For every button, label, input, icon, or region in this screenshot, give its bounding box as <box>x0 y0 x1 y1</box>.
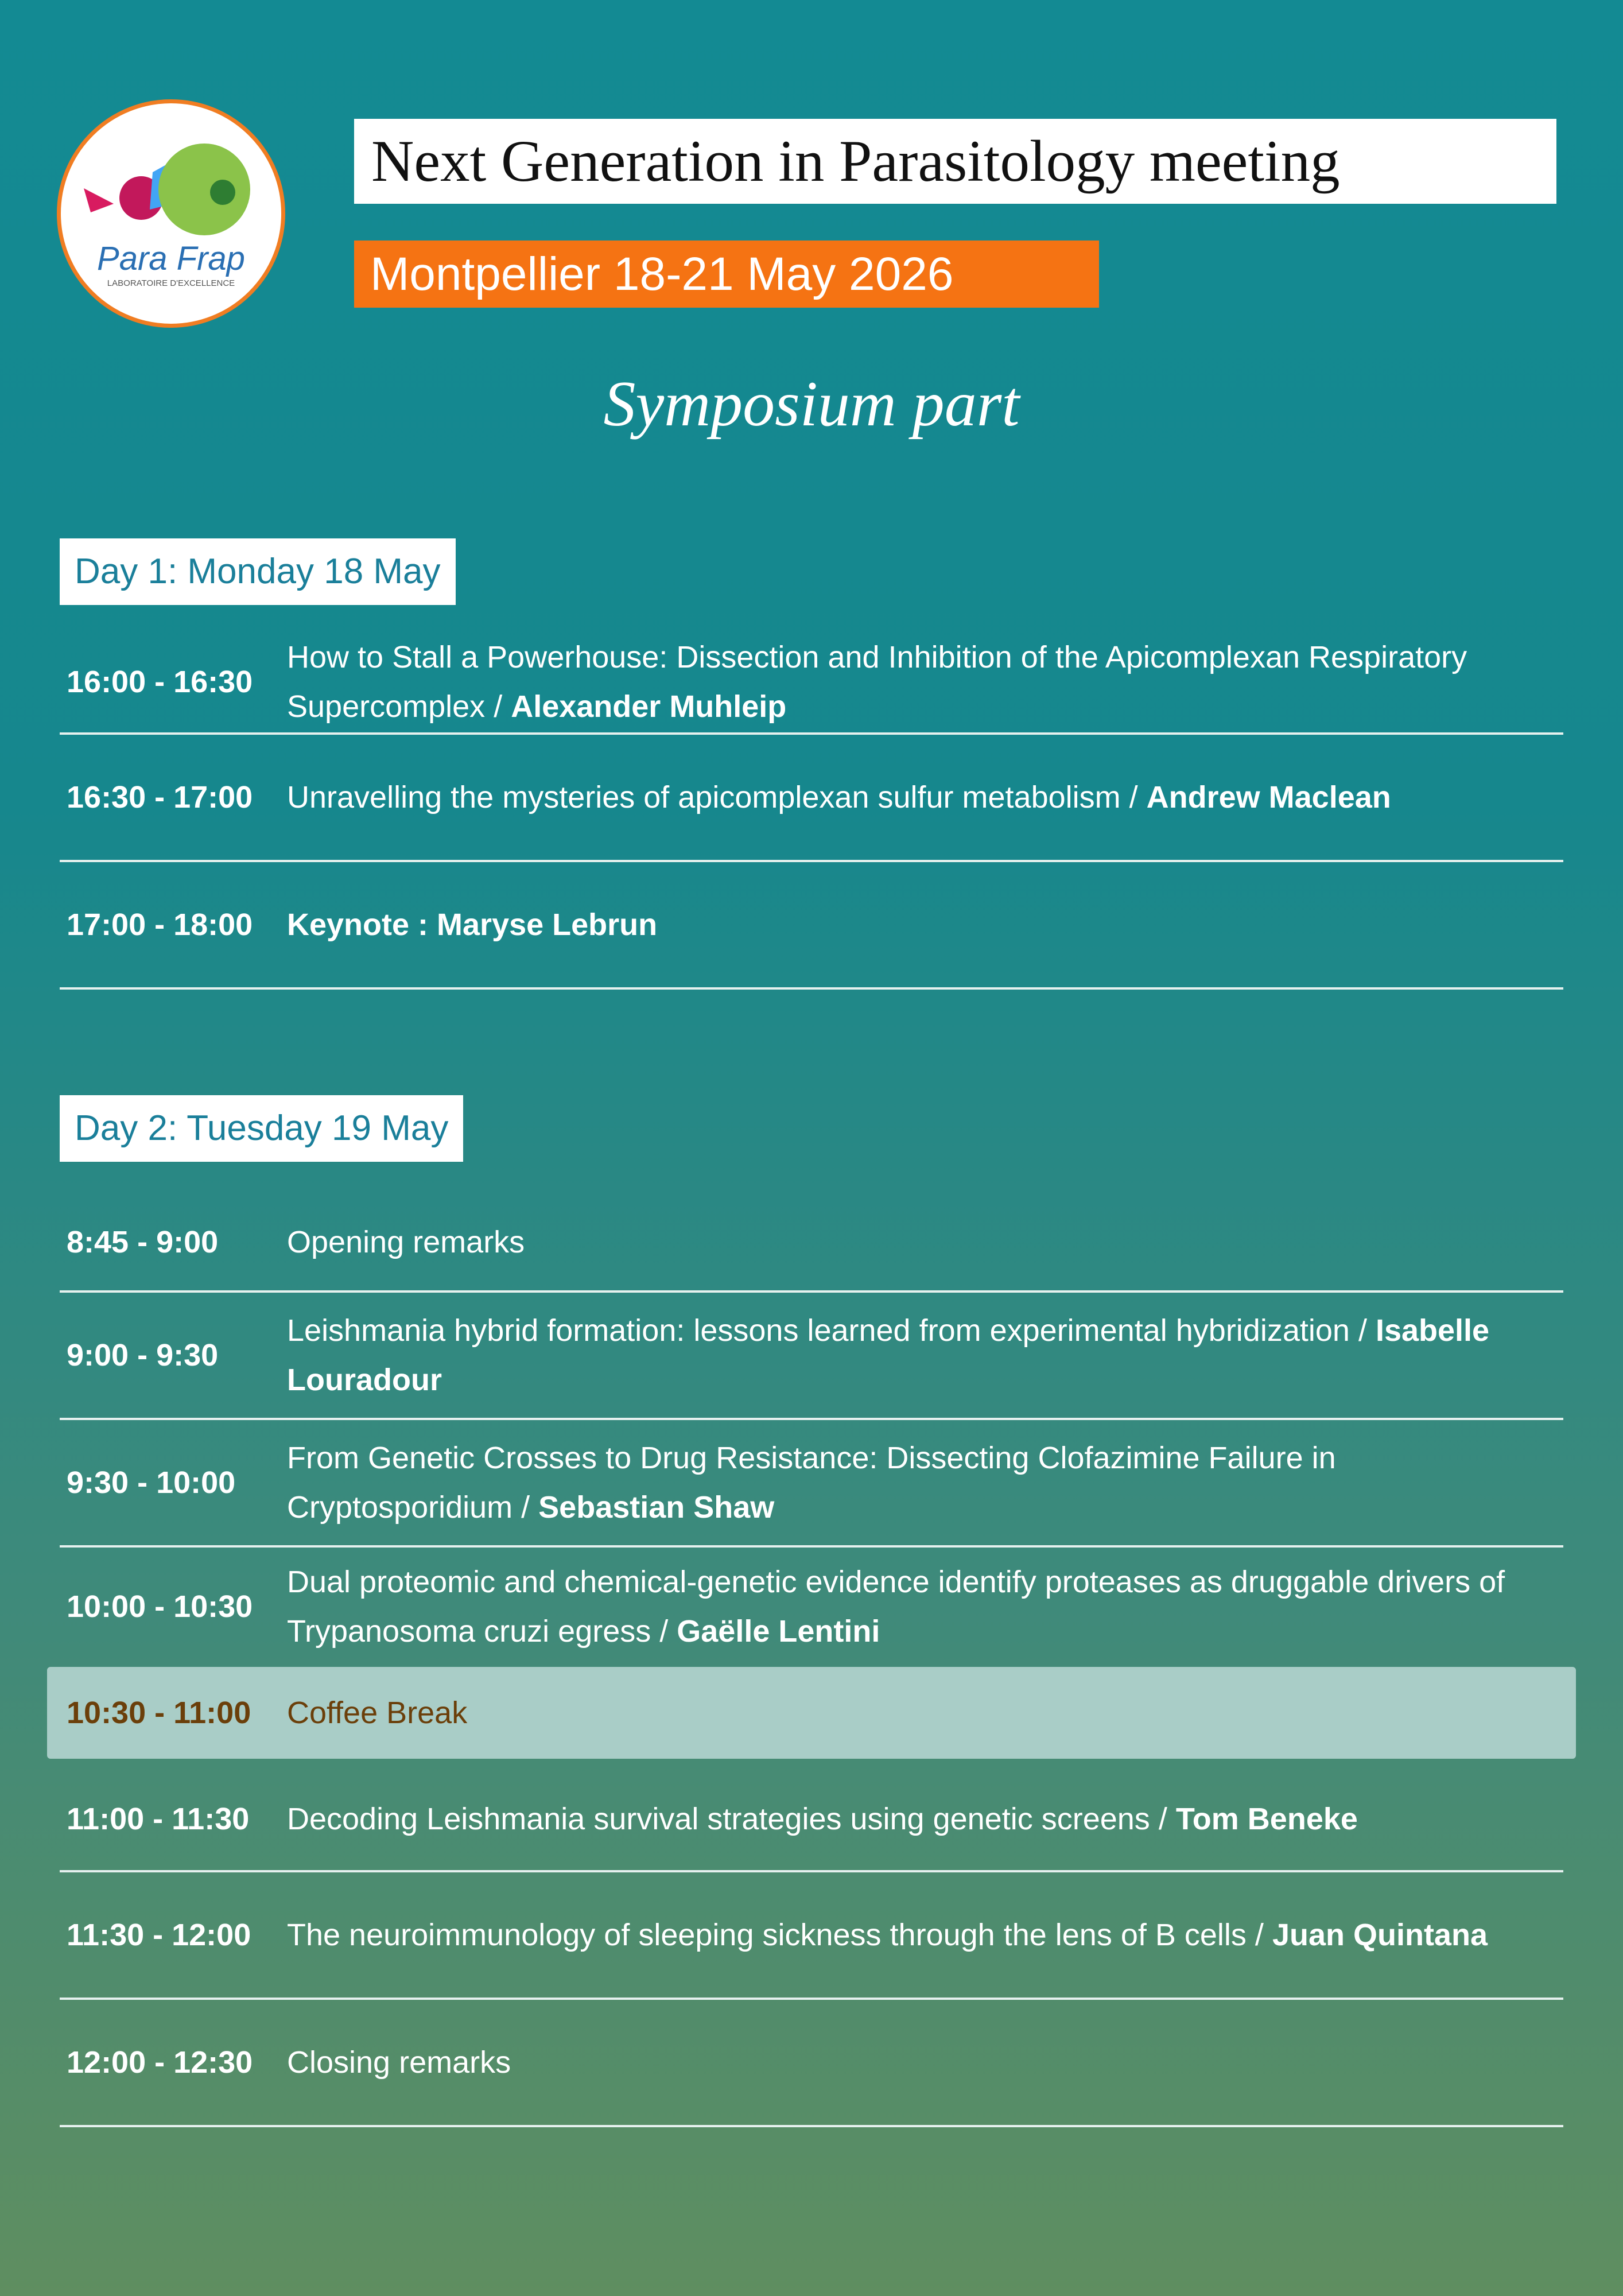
row-speaker: Sebastian Shaw <box>538 1490 775 1525</box>
logo-wordmark: Para Frap <box>97 240 245 277</box>
para-frap-logo-icon <box>61 103 281 324</box>
schedule-row <box>60 631 1563 735</box>
row-title: Coffee Break <box>287 1696 468 1730</box>
schedule-row <box>60 1548 1563 1666</box>
row-title: Closing remarks <box>287 2045 511 2080</box>
row-title: The neuroimmunology of sleeping sickness through the lens of B cells <box>287 1918 1247 1952</box>
schedule-row <box>60 1768 1563 1872</box>
row-title: Unravelling the mysteries of apicomplexan sulfur metabolism <box>287 780 1121 815</box>
row-title: From Genetic Crosses to Drug Resistance: Dissecting Clofazimine Failure in Cryptosporidium <box>287 1441 1336 1525</box>
row-speaker: Alexander Muhleip <box>511 689 787 724</box>
logo-subtext: LABORATOIRE D'EXCELLENCE <box>107 278 235 288</box>
row-separator: / <box>485 689 511 724</box>
schedule-row <box>60 862 1563 990</box>
schedule-row <box>60 1194 1563 1293</box>
day2-label: Day 2: Tuesday 19 May <box>60 1095 463 1162</box>
meeting-title: Next Generation in Parasitology meeting <box>354 119 1556 204</box>
schedule-row <box>60 1872 1563 2000</box>
row-separator: / <box>651 1614 677 1649</box>
row-speaker: Tom Beneke <box>1175 1802 1358 1836</box>
schedule-row <box>60 1420 1563 1548</box>
row-speaker: Andrew Maclean <box>1146 780 1391 815</box>
row-speaker: Gaëlle Lentini <box>677 1614 880 1649</box>
row-time: 8:45 - 9:00 <box>67 1225 219 1259</box>
coffee-break-row <box>60 1667 1563 1759</box>
day1-label: Day 1: Monday 18 May <box>60 538 456 605</box>
meeting-location-dates: Montpellier 18-21 May 2026 <box>354 241 1099 308</box>
row-time: 11:30 - 12:00 <box>67 1918 251 1952</box>
row-separator: / <box>1120 780 1147 815</box>
row-speaker: Juan Quintana <box>1272 1918 1488 1952</box>
row-separator: / <box>1349 1313 1376 1348</box>
row-title: Dual proteomic and chemical-genetic evidence identify proteases as druggable drivers of Trypanosoma cruzi egress <box>287 1565 1505 1649</box>
row-title: How to Stall a Powerhouse: Dissection and Inhibition of the Apicomplexan Respiratory Supercomplex <box>287 640 1467 724</box>
row-separator: / <box>512 1490 539 1525</box>
row-title: Opening remarks <box>287 1225 525 1259</box>
row-time: 10:30 - 11:00 <box>67 1696 251 1730</box>
row-title: Leishmania hybrid formation: lessons learned from experimental hybridization <box>287 1313 1350 1348</box>
schedule-row <box>60 735 1563 862</box>
row-speaker: Isabelle Louradour <box>287 1313 1490 1397</box>
row-time: 9:30 - 10:00 <box>67 1465 236 1500</box>
schedule-row <box>60 2000 1563 2127</box>
row-separator: / <box>1246 1918 1272 1952</box>
row-time: 12:00 - 12:30 <box>67 2045 253 2080</box>
row-keynote: Keynote : Maryse Lebrun <box>287 907 658 942</box>
row-title: Decoding Leishmania survival strategies using genetic screens <box>287 1802 1150 1836</box>
row-time: 16:00 - 16:30 <box>67 665 253 699</box>
row-time: 9:00 - 9:30 <box>67 1338 219 1372</box>
row-time: 11:00 - 11:30 <box>67 1802 250 1836</box>
row-time: 10:00 - 10:30 <box>67 1589 253 1624</box>
row-time: 16:30 - 17:00 <box>67 780 253 815</box>
row-separator: / <box>1150 1802 1176 1836</box>
row-time: 17:00 - 18:00 <box>67 907 253 942</box>
schedule-row <box>60 1293 1563 1420</box>
para-frap-logo <box>57 99 285 328</box>
section-title: Symposium part <box>603 369 1020 440</box>
